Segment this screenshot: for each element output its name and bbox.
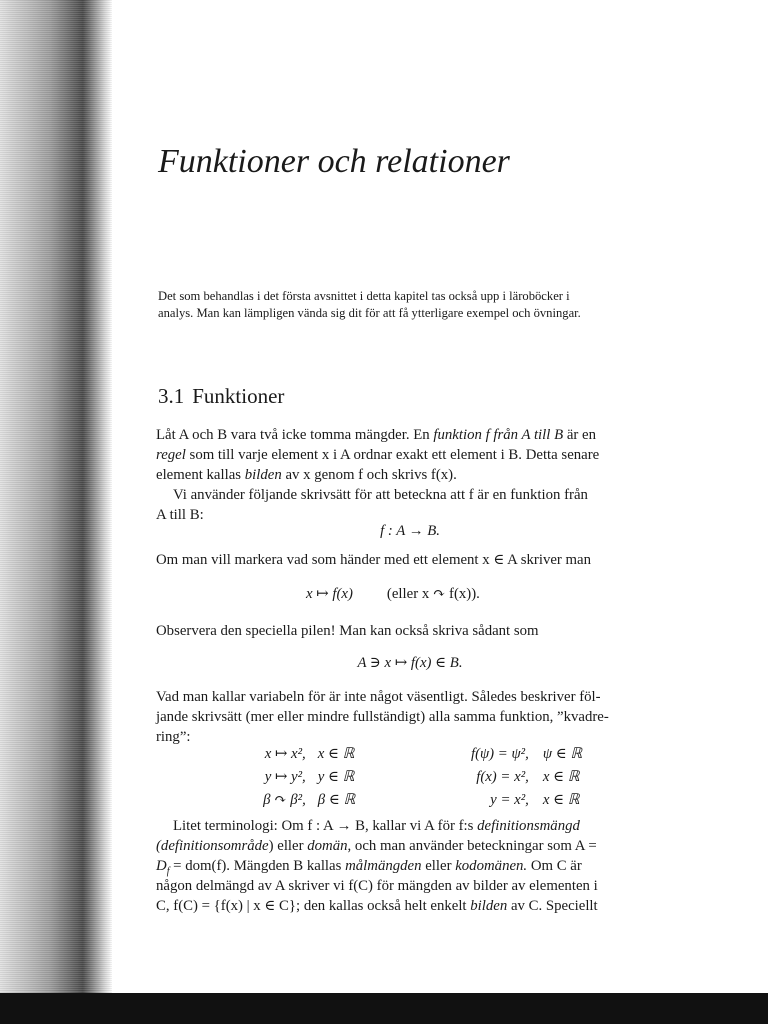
paragraph-line: någon delmängd av A skriver vi f(C) för mängden av bilder av elementen i bbox=[156, 878, 598, 894]
paragraph-line bbox=[156, 465, 664, 485]
table-cell: ψ ∈ ℝ bbox=[542, 746, 583, 762]
paragraph-line: Vad man kallar variabeln för är inte något väsentligt. Således beskriver föl- bbox=[156, 689, 601, 705]
text-run: element kallas bbox=[156, 467, 245, 483]
text-run: som till varje element x i A ordnar exakt ett element i B. Detta senare bbox=[185, 447, 600, 463]
paragraph-line: jande skrivsätt (mer eller mindre fullständigt) alla samma funktion, ”kvadre- bbox=[156, 709, 609, 725]
emphasis-doman: domän bbox=[307, 838, 348, 854]
chapter-title: Funktioner och relationer bbox=[158, 143, 510, 180]
table-cell: y = x², bbox=[490, 792, 529, 808]
table-cell: y ↦ y², bbox=[264, 769, 306, 785]
table-cell: x ∈ ℝ bbox=[542, 792, 580, 808]
text-run: eller bbox=[421, 858, 456, 874]
text-run: ) eller bbox=[268, 838, 308, 854]
paragraph-line bbox=[156, 896, 664, 916]
emphasis-definitionsomrade: (definitionsområde bbox=[156, 838, 269, 854]
paragraph-line: Om man vill markera vad som händer med ett element x ∈ A skriver man bbox=[156, 552, 592, 568]
section-title-text: Funktioner bbox=[192, 384, 285, 408]
paragraph-line: ring”: bbox=[156, 729, 191, 745]
table-cell: f(x) = x², bbox=[476, 769, 529, 785]
chapter-intro bbox=[158, 288, 668, 322]
text-run: av C. Speciellt bbox=[507, 898, 598, 914]
table-row bbox=[220, 789, 600, 812]
table-row bbox=[220, 766, 600, 789]
emphasis-bilden: bilden bbox=[470, 898, 508, 914]
text-run: Låt A och B vara två icke tomma mängder. En bbox=[156, 427, 434, 443]
notation-table bbox=[220, 743, 600, 812]
table-cell: β ↷ β², bbox=[263, 792, 306, 808]
text-run: = dom(f). Mängden B kallas bbox=[169, 858, 346, 874]
equation-part: (eller x ↷ f(x)). bbox=[386, 586, 480, 602]
table-cell: x ∈ ℝ bbox=[317, 746, 355, 762]
display-equation: f : A → B. bbox=[380, 523, 440, 539]
subscript: f bbox=[166, 865, 170, 877]
table-cell: f(ψ) = ψ², bbox=[470, 746, 529, 762]
text-run: Litet terminologi: Om f : A → B, kallar vi A för f:s bbox=[173, 818, 478, 834]
text-run: D bbox=[156, 858, 167, 874]
emphasis-kodomanen: kodomänen. bbox=[455, 858, 528, 874]
intro-line-2: analys. Man kan lämpligen vända sig dit för att få ytterligare exempel och övningar. bbox=[158, 306, 581, 320]
paragraph-line bbox=[156, 816, 681, 836]
emphasis-definitionsmangd: definitionsmängd bbox=[477, 818, 580, 834]
emphasis-regel: regel bbox=[156, 447, 186, 463]
table-cell: β ∈ ℝ bbox=[317, 792, 356, 808]
table-cell: x ∈ ℝ bbox=[542, 769, 580, 785]
paragraph-line bbox=[156, 836, 664, 856]
paragraph-line: Observera den speciella pilen! Man kan också skriva sådant som bbox=[156, 623, 539, 639]
text-run: är en bbox=[563, 427, 597, 443]
emphasis-funktion: funktion f från A till B bbox=[433, 427, 564, 443]
emphasis-bilden: bilden bbox=[244, 467, 282, 483]
paragraph-line: A till B: bbox=[156, 507, 204, 523]
table-cell: y ∈ ℝ bbox=[317, 769, 355, 785]
paragraph-line: Vi använder följande skrivsätt för att beteckna att f är en funktion från bbox=[173, 487, 588, 503]
display-equation bbox=[306, 584, 566, 604]
section-number: 3.1 bbox=[158, 384, 185, 408]
display-equation: A ∋ x ↦ f(x) ∈ B. bbox=[357, 655, 463, 671]
text-run: Om C är bbox=[527, 858, 582, 874]
text-run: , och man använder beteckningar som A = bbox=[347, 838, 597, 854]
text-run: C, f(C) = {f(x) | x ∈ C}; den kallas också helt enkelt bbox=[156, 898, 471, 914]
intro-line-1: Det som behandlas i det första avsnittet i detta kapitel tas också upp i läroböcker i bbox=[158, 289, 570, 303]
table-cell: x ↦ x², bbox=[264, 746, 306, 762]
table-row bbox=[220, 743, 600, 766]
paragraph-line bbox=[156, 445, 664, 465]
emphasis-malmangden: målmängden bbox=[345, 858, 422, 874]
equation-part: x ↦ f(x) bbox=[306, 586, 353, 602]
text-run: av x genom f och skrivs f(x). bbox=[281, 467, 457, 483]
section-heading bbox=[158, 383, 558, 409]
paragraph-line bbox=[156, 425, 664, 445]
